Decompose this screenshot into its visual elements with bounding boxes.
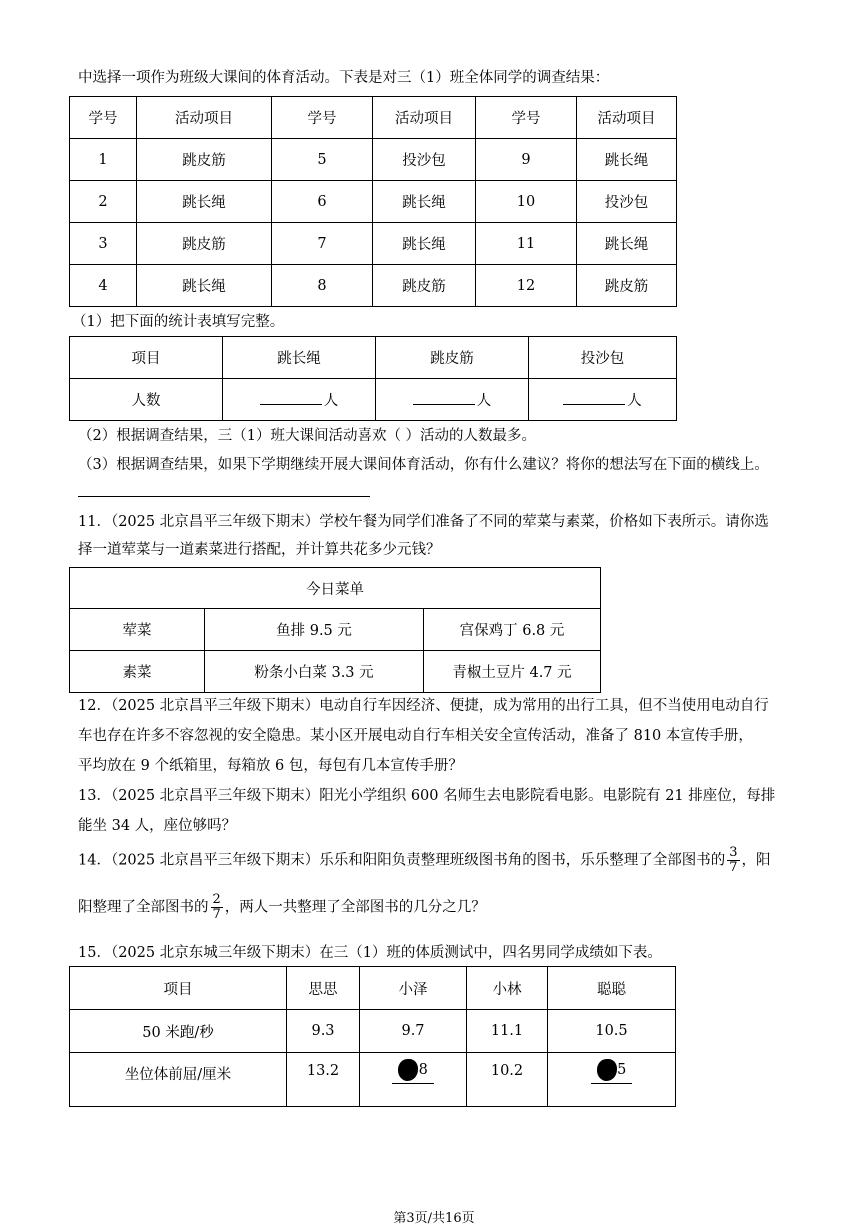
- fitness-cell-obscured: .8: [360, 1053, 467, 1107]
- survey-cell: 跳长绳: [577, 223, 677, 265]
- fitness-cell: 9.7: [360, 1010, 467, 1053]
- fitness-header: 聪聪: [548, 967, 676, 1010]
- question-2: （2）根据调查结果，三（1）班大课间活动喜欢（ ）活动的人数最多。: [78, 428, 537, 444]
- fitness-table: [69, 966, 676, 1107]
- menu-cell: 鱼排 9.5 元: [205, 609, 424, 651]
- fitness-header: 思思: [287, 967, 360, 1010]
- survey-cell: 5: [272, 139, 373, 181]
- survey-cell: 2: [70, 181, 137, 223]
- survey-cell: 7: [272, 223, 373, 265]
- survey-cell: 3: [70, 223, 137, 265]
- stat-header: 跳皮筋: [376, 337, 529, 379]
- problem-12-line-3: 平均放在 9 个纸箱里，每箱放 6 包，每包有几本宣传手册？: [78, 758, 463, 774]
- survey-cell: 投沙包: [577, 181, 677, 223]
- fitness-header: 小林: [467, 967, 548, 1010]
- survey-cell: 10: [476, 181, 577, 223]
- survey-cell: 12: [476, 265, 577, 307]
- fitness-cell: 坐位体前屈/厘米: [70, 1053, 287, 1107]
- fraction: $\frac{2}{7}$: [212, 892, 221, 922]
- survey-cell: 投沙包: [373, 139, 476, 181]
- intro-line: 中选择一项作为班级大课间的体育活动。下表是对三（1）班全体同学的调查结果：: [78, 70, 610, 86]
- survey-header: 活动项目: [373, 97, 476, 139]
- survey-cell: 跳长绳: [577, 139, 677, 181]
- fitness-cell: 10.5: [548, 1010, 676, 1053]
- problem-12-line-1: 12．（2025 北京昌平三年级下期末）电动自行车因经济、便捷，成为常用的出行工具，但不当使用电动自行: [78, 698, 769, 714]
- survey-table: [69, 96, 677, 307]
- question-1: （1）把下面的统计表填写完整。: [72, 314, 285, 330]
- survey-cell: 跳长绳: [373, 223, 476, 265]
- survey-cell: 6: [272, 181, 373, 223]
- problem-15-line: 15．（2025 北京东城三年级下期末）在三（1）班的体质测试中，四名男同学成绩如下表。: [78, 945, 662, 961]
- fitness-cell: 13.2: [287, 1053, 360, 1107]
- survey-cell: 11: [476, 223, 577, 265]
- fraction: $\frac{3}{7}$: [729, 845, 738, 875]
- stat-header: 跳长绳: [223, 337, 376, 379]
- survey-cell: 跳长绳: [373, 181, 476, 223]
- survey-cell: 跳长绳: [137, 265, 272, 307]
- problem-14-line-2: 阳整理了全部图书的 $\frac{2}{7}$ ，两人一共整理了全部图书的几分之几？: [78, 892, 486, 922]
- menu-cell: 宫保鸡丁 6.8 元: [424, 609, 601, 651]
- problem-11-line-2: 择一道荤菜与一道素菜进行搭配，并计算共花多少元钱？: [78, 542, 441, 558]
- answer-blank[interactable]: [413, 390, 475, 405]
- answer-blank[interactable]: [260, 390, 322, 405]
- fitness-header: 项目: [70, 967, 287, 1010]
- question-3: （3）根据调查结果，如果下学期继续开展大课间体育活动，你有什么建议？将你的想法写在下面的横线上。: [78, 457, 769, 473]
- menu-table: [69, 567, 601, 693]
- fitness-cell: 50 米跑/秒: [70, 1010, 287, 1053]
- stat-table: [69, 336, 677, 421]
- stat-answer-cell[interactable]: 人: [529, 379, 677, 421]
- problem-13-line-1: 13．（2025 北京昌平三年级下期末）阳光小学组织 600 名师生去电影院看电影。电影院有 21 排座位，每排: [78, 788, 776, 804]
- stat-header: 投沙包: [529, 337, 677, 379]
- fitness-header: 小泽: [360, 967, 467, 1010]
- survey-cell: 跳皮筋: [373, 265, 476, 307]
- survey-cell: 4: [70, 265, 137, 307]
- stat-row-label: 人数: [70, 379, 223, 421]
- page-footer: 第3页/共16页: [393, 1211, 475, 1226]
- survey-header: 学号: [272, 97, 373, 139]
- menu-cell: 粉条小白菜 3.3 元: [205, 651, 424, 693]
- problem-12-line-2: 车也存在许多不容忽视的安全隐患。某小区开展电动自行车相关安全宣传活动，准备了 810 本宣传手册，: [78, 728, 753, 744]
- survey-header: 活动项目: [577, 97, 677, 139]
- survey-cell: 1: [70, 139, 137, 181]
- stat-answer-cell[interactable]: 人: [376, 379, 529, 421]
- problem-14-line-1: 14．（2025 北京昌平三年级下期末）乐乐和阳阳负责整理班级图书角的图书，乐乐整理了全部图书的 $\frac{3}{7}$ ，阳: [78, 845, 771, 875]
- survey-cell: 9: [476, 139, 577, 181]
- menu-cell: 素菜: [70, 651, 205, 693]
- survey-cell: 跳长绳: [137, 181, 272, 223]
- survey-cell: 跳皮筋: [577, 265, 677, 307]
- survey-cell: 跳皮筋: [137, 139, 272, 181]
- stat-header: 项目: [70, 337, 223, 379]
- menu-title: 今日菜单: [70, 568, 601, 609]
- menu-cell: 荤菜: [70, 609, 205, 651]
- answer-line[interactable]: [78, 496, 370, 497]
- survey-cell: 跳皮筋: [137, 223, 272, 265]
- fitness-cell: 11.1: [467, 1010, 548, 1053]
- survey-header: 学号: [476, 97, 577, 139]
- problem-13-line-2: 能坐 34 人，座位够吗？: [78, 818, 237, 834]
- fitness-cell: 10.2: [467, 1053, 548, 1107]
- answer-blank[interactable]: [563, 390, 625, 405]
- fitness-cell-obscured: .5: [548, 1053, 676, 1107]
- survey-header: 学号: [70, 97, 137, 139]
- survey-cell: 8: [272, 265, 373, 307]
- survey-header: 活动项目: [137, 97, 272, 139]
- menu-cell: 青椒土豆片 4.7 元: [424, 651, 601, 693]
- stat-answer-cell[interactable]: 人: [223, 379, 376, 421]
- fitness-cell: 9.3: [287, 1010, 360, 1053]
- problem-11-line-1: 11．（2025 北京昌平三年级下期末）学校午餐为同学们准备了不同的荤菜与素菜，价格如下表所示。请你选: [78, 514, 769, 530]
